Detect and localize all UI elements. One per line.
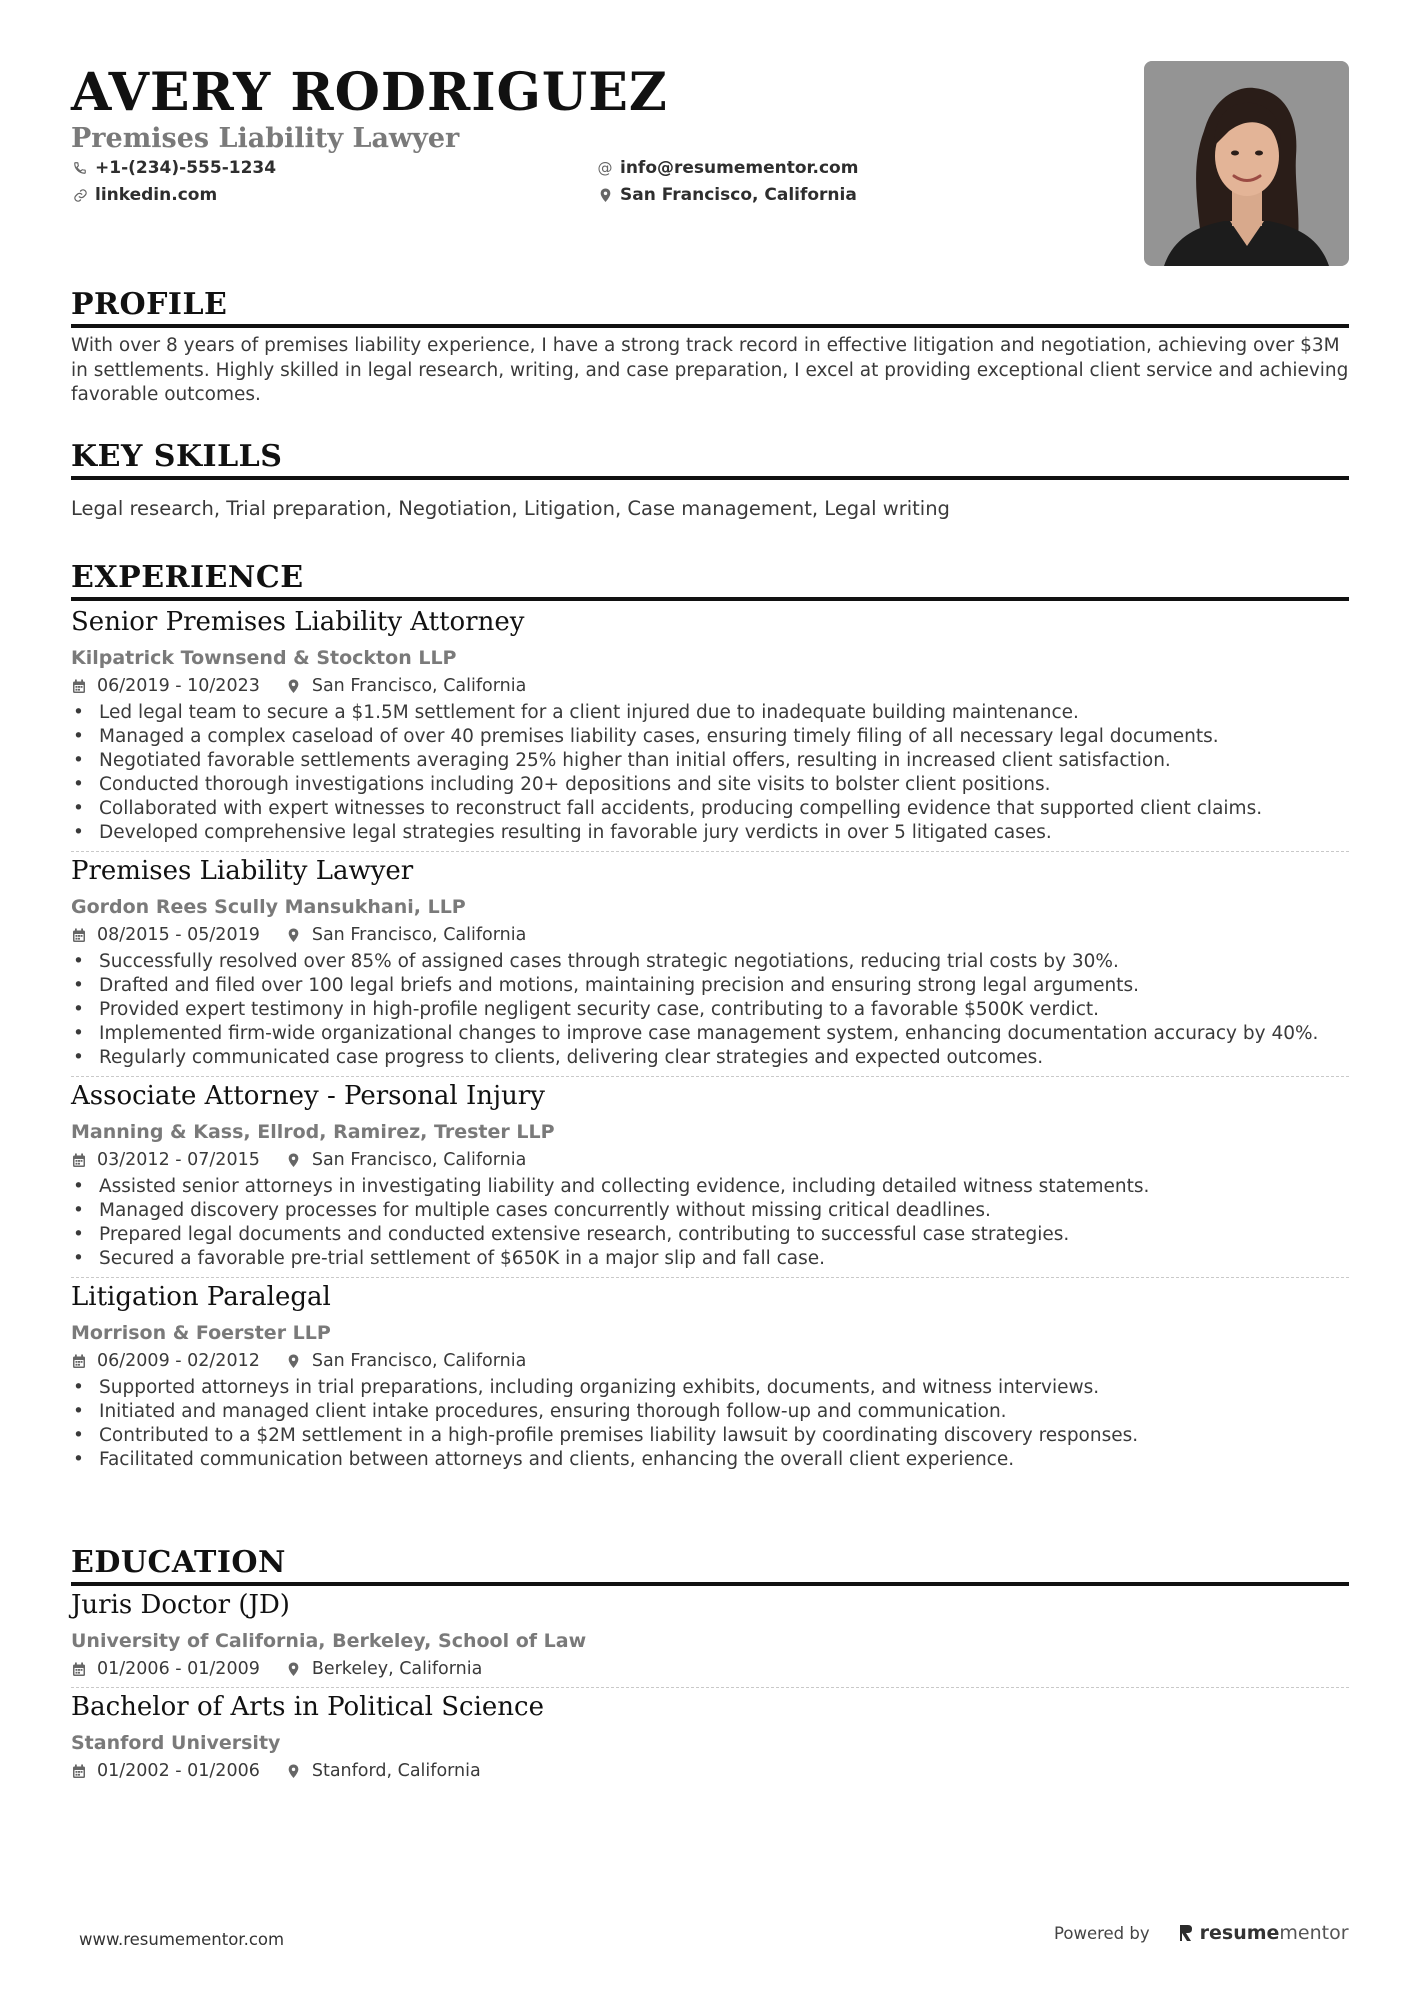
job-location: San Francisco, California <box>311 676 527 696</box>
company-name: Gordon Rees Scully Mansukhani, LLP <box>71 896 466 918</box>
experience-list <box>71 605 1349 1472</box>
entry-divider <box>71 1076 1349 1077</box>
experience-item <box>71 1280 1349 1472</box>
job-meta <box>71 1349 1349 1373</box>
candidate-headline: Premises Liability Lawyer <box>71 123 460 154</box>
job-meta <box>71 1759 1349 1783</box>
footer-branding <box>1054 1922 1349 1944</box>
entry-divider <box>71 1687 1349 1688</box>
profile-heading: PROFILE <box>71 286 1349 328</box>
experience-item <box>71 1588 1349 1688</box>
achievement-bullet: • Developed comprehensive legal strategies resulting in favorable jury verdicts in over 5 litigated cases. <box>71 821 1349 845</box>
brand-name-bold: resume <box>1199 1922 1280 1944</box>
profile-section <box>71 286 1349 408</box>
calendar-icon <box>71 1353 87 1369</box>
map-pin-icon <box>286 1152 302 1168</box>
calendar-icon <box>71 1661 87 1677</box>
contact-linkedin[interactable] <box>71 185 217 205</box>
achievement-bullet: • Drafted and filed over 100 legal briefs and motions, maintaining precision and ensuring strong legal arguments. <box>71 974 1349 998</box>
achievement-bullet: • Successfully resolved over 85% of assigned cases through strategic negotiations, reducing trial costs by 30%. <box>71 950 1349 974</box>
job-title: Juris Doctor (JD) <box>71 1590 290 1620</box>
achievement-bullet: • Led legal team to secure a $1.5M settlement for a client injured due to inadequate building maintenance. <box>71 701 1349 725</box>
date-range: 03/2012 - 07/2015 <box>97 1150 260 1170</box>
company-name: Morrison & Foerster LLP <box>71 1322 331 1344</box>
at-sign-icon: @ <box>597 159 613 177</box>
brand-mark-icon <box>1178 1923 1194 1943</box>
experience-item <box>71 1690 1349 1783</box>
job-title: Associate Attorney - Personal Injury <box>71 1081 545 1111</box>
education-list <box>71 1588 1349 1783</box>
job-location: San Francisco, California <box>311 925 527 945</box>
achievement-bullet: • Managed a complex caseload of over 40 premises liability cases, ensuring timely filing of all necessary legal documents. <box>71 725 1349 749</box>
phone-icon <box>71 159 89 177</box>
entry-divider <box>71 1277 1349 1278</box>
achievement-list <box>71 1376 1349 1472</box>
skills-heading: KEY SKILLS <box>71 438 1349 480</box>
brand-name-light: mentor <box>1279 1922 1349 1944</box>
company-name: Kilpatrick Townsend & Stockton LLP <box>71 647 457 669</box>
experience-heading: EXPERIENCE <box>71 559 1349 601</box>
achievement-bullet: • Prepared legal documents and conducted extensive research, contributing to successful case strategies. <box>71 1223 1349 1247</box>
skills-section <box>71 438 1349 522</box>
achievement-bullet: • Facilitated communication between attorneys and clients, enhancing the overall client experience. <box>71 1448 1349 1472</box>
achievement-bullet: • Secured a favorable pre-trial settlement of $650K in a major slip and fall case. <box>71 1247 1349 1271</box>
job-location: San Francisco, California <box>311 1150 527 1170</box>
map-pin-icon <box>286 1661 302 1677</box>
map-pin-icon <box>286 1353 302 1369</box>
contact-email[interactable] <box>596 158 858 178</box>
achievement-bullet: • Managed discovery processes for multiple cases concurrently without missing critical deadlines. <box>71 1199 1349 1223</box>
skills-list: Legal research, Trial preparation, Negotiation, Litigation, Case management, Legal writing <box>71 497 950 520</box>
map-pin-icon <box>286 927 302 943</box>
contact-location <box>596 185 857 205</box>
profile-summary: With over 8 years of premises liability experience, I have a strong track record in effective litigation and negotiation, achieving over $3M in settlements. Highly skilled in legal research, writing, and case preparation, I excel at providing exceptional client service and achieving favorable outcomes. <box>71 335 1349 405</box>
map-pin-icon <box>286 1763 302 1779</box>
experience-item <box>71 605 1349 852</box>
company-name: University of California, Berkeley, School of Law <box>71 1630 587 1652</box>
job-location: Berkeley, California <box>311 1659 483 1679</box>
date-range: 06/2009 - 02/2012 <box>97 1351 260 1371</box>
job-title: Bachelor of Arts in Political Science <box>71 1692 544 1722</box>
experience-item <box>71 854 1349 1077</box>
calendar-icon <box>71 1763 87 1779</box>
calendar-icon <box>71 927 87 943</box>
company-name: Manning & Kass, Ellrod, Ramirez, Trester LLP <box>71 1121 555 1143</box>
achievement-list <box>71 701 1349 845</box>
achievement-bullet: • Initiated and managed client intake procedures, ensuring thorough follow-up and communication. <box>71 1400 1349 1424</box>
entry-divider <box>71 851 1349 852</box>
job-meta <box>71 1657 1349 1681</box>
experience-item <box>71 1079 1349 1278</box>
date-range: 01/2006 - 01/2009 <box>97 1659 260 1679</box>
achievement-bullet: • Negotiated favorable settlements averaging 25% higher than initial offers, resulting in increased client satisfaction. <box>71 749 1349 773</box>
job-location: San Francisco, California <box>311 1351 527 1371</box>
date-range: 06/2019 - 10/2023 <box>97 676 260 696</box>
brand-logo[interactable] <box>1178 1922 1349 1944</box>
achievement-list <box>71 950 1349 1070</box>
map-pin-icon <box>596 186 614 204</box>
achievement-bullet: • Provided expert testimony in high-profile negligent security case, contributing to a favorable $500K verdict. <box>71 998 1349 1022</box>
education-heading: EDUCATION <box>71 1544 1349 1586</box>
education-section <box>71 1544 1349 1783</box>
job-meta <box>71 923 1349 947</box>
calendar-icon <box>71 678 87 694</box>
achievement-bullet: • Implemented firm-wide organizational changes to improve case management system, enhancing documentation accuracy by 40%. <box>71 1022 1349 1046</box>
map-pin-icon <box>286 678 302 694</box>
job-meta <box>71 674 1349 698</box>
company-name: Stanford University <box>71 1732 281 1754</box>
achievement-bullet: • Contributed to a $2M settlement in a high-profile premises liability lawsuit by coordinating discovery responses. <box>71 1424 1349 1448</box>
job-title: Premises Liability Lawyer <box>71 856 414 886</box>
achievement-list <box>71 1175 1349 1271</box>
profile-photo <box>1144 61 1349 266</box>
achievement-bullet: • Assisted senior attorneys in investigating liability and collecting evidence, including detailed witness statements. <box>71 1175 1349 1199</box>
powered-by-text: Powered by <box>1054 1923 1150 1943</box>
linkedin-text[interactable]: linkedin.com <box>95 185 218 205</box>
achievement-bullet: • Regularly communicated case progress to clients, delivering clear strategies and expected outcomes. <box>71 1046 1349 1070</box>
candidate-name: AVERY RODRIGUEZ <box>71 62 668 123</box>
date-range: 08/2015 - 05/2019 <box>97 925 260 945</box>
experience-section <box>71 559 1349 1472</box>
job-title: Litigation Paralegal <box>71 1282 331 1312</box>
job-location: Stanford, California <box>311 1761 481 1781</box>
contact-phone <box>71 158 276 178</box>
achievement-bullet: • Collaborated with expert witnesses to reconstruct fall accidents, producing compelling evidence that supported client claims. <box>71 797 1349 821</box>
achievement-bullet: • Conducted thorough investigations including 20+ depositions and site visits to bolster client positions. <box>71 773 1349 797</box>
email-text[interactable]: info@resumementor.com <box>620 158 859 178</box>
link-icon <box>71 186 89 204</box>
job-title: Senior Premises Liability Attorney <box>71 607 525 637</box>
location-text: San Francisco, California <box>620 185 857 205</box>
job-meta <box>71 1148 1349 1172</box>
achievement-bullet: • Supported attorneys in trial preparations, including organizing exhibits, documents, and witness interviews. <box>71 1376 1349 1400</box>
footer-website[interactable]: www.resumementor.com <box>79 1930 285 1949</box>
date-range: 01/2002 - 01/2006 <box>97 1761 260 1781</box>
calendar-icon <box>71 1152 87 1168</box>
phone-text: +1-(234)-555-1234 <box>95 158 277 178</box>
